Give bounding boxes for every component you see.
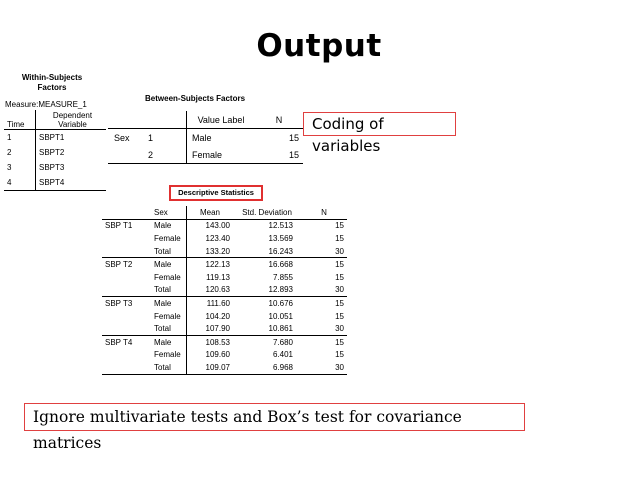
between-subjects-title: Between-Subjects Factors — [145, 94, 246, 103]
sex-cell: Male — [145, 258, 187, 271]
value-label-header: Value Label — [197, 114, 245, 125]
mean-cell: 119.13 — [206, 272, 230, 282]
n-cell: 15 — [335, 298, 344, 308]
table-row — [102, 349, 347, 362]
sd-cell: 16.243 — [268, 246, 293, 256]
group-label: SBP T2 — [105, 260, 133, 270]
sd-cell: 6.968 — [272, 362, 293, 372]
sex-cell: Male — [145, 219, 187, 232]
within-subjects-title-line2: Factors — [37, 83, 67, 92]
group-label — [102, 232, 145, 245]
sex-header: Sex — [145, 206, 187, 219]
sd-cell: 7.855 — [272, 272, 293, 282]
sd-cell: 7.680 — [272, 337, 293, 347]
ignore-note: Ignore multivariate tests and Box’s test for covariance matrices — [24, 403, 525, 431]
sex-cell: Male — [145, 297, 187, 310]
table-row — [102, 310, 347, 323]
sd-cell: 12.893 — [268, 285, 293, 295]
n-cell: 30 — [335, 285, 344, 295]
sex-cell: Female — [145, 232, 187, 245]
mean-cell: 143.00 — [205, 221, 230, 231]
sex-cell: Female — [145, 310, 187, 323]
table-row — [102, 245, 347, 258]
time-cell: 4 — [4, 175, 36, 191]
variable-cell: SBPT3 — [39, 163, 65, 172]
time-header: Time — [4, 110, 36, 130]
table-row — [4, 130, 106, 146]
mean-cell: 122.13 — [205, 260, 230, 270]
table-row — [102, 258, 347, 271]
variable-cell: SBPT4 — [39, 178, 65, 187]
coding-note: Coding of variables — [303, 112, 456, 136]
variable-cell: SBPT2 — [39, 148, 65, 157]
mean-cell: 109.60 — [205, 350, 230, 360]
table-row — [4, 175, 106, 191]
table-row — [102, 219, 347, 232]
table-row — [108, 129, 303, 147]
group-label — [102, 271, 145, 284]
table-row — [102, 271, 347, 284]
table-row — [108, 146, 303, 164]
n-cell: 15 — [335, 272, 344, 282]
n-cell: 30 — [335, 324, 344, 334]
label-cell: Female — [192, 149, 223, 160]
sd-cell: 10.051 — [268, 311, 293, 321]
page-title: Output — [256, 28, 382, 64]
within-subjects-table — [4, 110, 106, 191]
table-row — [4, 160, 106, 175]
mean-cell: 104.20 — [205, 311, 230, 321]
mean-cell: 107.90 — [205, 324, 230, 334]
sd-cell: 12.513 — [268, 221, 293, 231]
n-cell: 15 — [288, 132, 299, 143]
time-cell: 3 — [4, 160, 36, 175]
sex-cell: Female — [145, 349, 187, 362]
mean-cell: 133.20 — [205, 246, 230, 256]
sex-cell: Male — [145, 335, 187, 348]
dependent-variable-header — [36, 110, 107, 130]
n-cell: 15 — [335, 337, 344, 347]
n-cell: 15 — [335, 260, 344, 270]
n-cell: 30 — [335, 246, 344, 256]
value-cell: 2 — [140, 146, 187, 164]
group-label — [102, 322, 145, 335]
table-row — [102, 297, 347, 310]
sex-cell: Total — [145, 245, 187, 258]
measure-label: Measure:MEASURE_1 — [5, 100, 87, 109]
sex-cell: Female — [145, 271, 187, 284]
dv-header-line1: Dependent — [52, 110, 93, 120]
sd-cell: 10.676 — [268, 298, 293, 308]
dv-header-line2: Variable — [58, 119, 87, 129]
mean-cell: 123.40 — [205, 233, 230, 243]
group-label: SBP T4 — [105, 337, 133, 347]
mean-cell: 111.60 — [206, 298, 230, 308]
table-row — [102, 232, 347, 245]
group-label — [102, 349, 145, 362]
sd-header: Std. Deviation — [242, 207, 292, 217]
table-row — [102, 322, 347, 335]
n-cell: 15 — [335, 311, 344, 321]
within-subjects-title-line1: Within-Subjects — [21, 73, 83, 82]
factor-label: Sex — [114, 132, 130, 143]
n-cell: 15 — [335, 233, 344, 243]
table-row — [102, 284, 347, 297]
sex-cell: Total — [145, 322, 187, 335]
sex-cell: Total — [145, 284, 187, 297]
mean-cell: 120.63 — [205, 285, 230, 295]
sd-cell: 13.569 — [268, 233, 293, 243]
sd-cell: 16.668 — [268, 260, 293, 270]
table-row — [102, 335, 347, 348]
sex-cell: Total — [145, 361, 187, 374]
n-cell: 15 — [335, 221, 344, 231]
n-cell: 30 — [335, 362, 344, 372]
group-label — [102, 245, 145, 258]
within-subjects-title — [0, 73, 104, 93]
table-row — [4, 145, 106, 160]
group-label: SBP T3 — [105, 298, 133, 308]
descriptive-statistics-title: Descriptive Statistics — [169, 185, 263, 201]
sd-cell: 10.861 — [268, 324, 293, 334]
mean-cell: 109.07 — [205, 362, 230, 372]
group-label: SBP T1 — [105, 221, 133, 231]
n-cell: 15 — [335, 350, 344, 360]
mean-header: Mean — [199, 207, 220, 217]
sd-cell: 6.401 — [272, 350, 293, 360]
variable-cell: SBPT1 — [39, 133, 65, 142]
n-header: N — [321, 207, 327, 217]
n-header: N — [275, 114, 283, 125]
group-label — [102, 310, 145, 323]
n-cell: 15 — [288, 149, 299, 160]
between-subjects-table — [108, 111, 303, 164]
value-cell: 1 — [140, 129, 187, 147]
time-cell: 2 — [4, 145, 36, 160]
descriptive-statistics-table — [102, 206, 347, 375]
time-cell: 1 — [4, 130, 36, 146]
label-cell: Male — [192, 132, 212, 143]
group-label — [102, 284, 145, 297]
table-row — [102, 361, 347, 374]
group-label — [102, 361, 145, 374]
mean-cell: 108.53 — [205, 337, 230, 347]
